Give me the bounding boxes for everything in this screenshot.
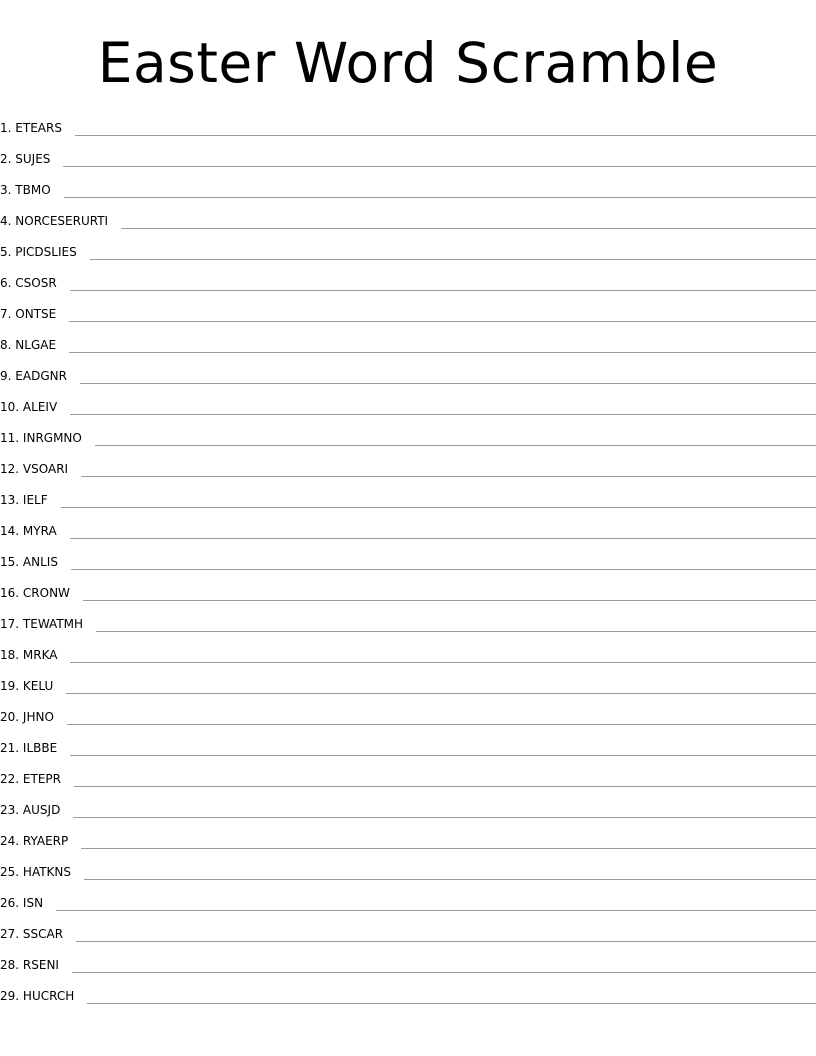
item-number: 19.: [0, 679, 20, 693]
answer-line[interactable]: [121, 228, 816, 229]
answer-line[interactable]: [61, 507, 816, 508]
scrambled-word: CRONW: [22, 586, 70, 600]
scrambled-word-label: [0, 462, 81, 485]
word-row: [0, 268, 816, 299]
word-row: [0, 547, 816, 578]
word-row: [0, 671, 816, 702]
scrambled-word: SUJES: [15, 152, 51, 166]
answer-line[interactable]: [56, 910, 816, 911]
word-row: [0, 423, 816, 454]
scrambled-word: AUSJD: [22, 803, 61, 817]
word-row: [0, 454, 816, 485]
word-row: [0, 144, 816, 175]
item-number: 5.: [0, 245, 12, 259]
scrambled-word: ISN: [22, 896, 44, 910]
scrambled-word: KELU: [22, 679, 54, 693]
scrambled-word: RYAERP: [22, 834, 69, 848]
item-number: 21.: [0, 741, 20, 755]
answer-line[interactable]: [70, 290, 816, 291]
scrambled-word-label: [0, 493, 61, 516]
word-row: [0, 857, 816, 888]
scrambled-word-label: [0, 214, 121, 237]
scrambled-word-label: [0, 617, 96, 640]
answer-line[interactable]: [70, 414, 816, 415]
item-number: 16.: [0, 586, 20, 600]
word-row: [0, 578, 816, 609]
scrambled-word: ANLIS: [22, 555, 58, 569]
word-row: [0, 702, 816, 733]
answer-line[interactable]: [76, 941, 816, 942]
word-row: [0, 640, 816, 671]
scrambled-word: ONTSE: [15, 307, 57, 321]
word-row: [0, 485, 816, 516]
answer-line[interactable]: [67, 724, 816, 725]
item-number: 15.: [0, 555, 20, 569]
scrambled-word-label: [0, 524, 70, 547]
scrambled-word-label: [0, 834, 81, 857]
item-number: 28.: [0, 958, 20, 972]
answer-line[interactable]: [70, 755, 816, 756]
scrambled-word-label: [0, 648, 70, 671]
scrambled-word: PICDSLIES: [15, 245, 77, 259]
item-number: 14.: [0, 524, 20, 538]
word-row: [0, 609, 816, 640]
scrambled-word-label: [0, 369, 80, 392]
item-number: 13.: [0, 493, 20, 507]
word-row: [0, 113, 816, 144]
answer-line[interactable]: [69, 321, 816, 322]
item-number: 25.: [0, 865, 20, 879]
item-number: 1.: [0, 121, 12, 135]
answer-line[interactable]: [84, 879, 816, 880]
scrambled-word-label: [0, 865, 84, 888]
item-number: 23.: [0, 803, 20, 817]
answer-line[interactable]: [96, 631, 816, 632]
word-row: [0, 299, 816, 330]
item-number: 22.: [0, 772, 20, 786]
answer-line[interactable]: [95, 445, 816, 446]
answer-line[interactable]: [81, 476, 816, 477]
scrambled-word-label: [0, 803, 73, 826]
item-number: 8.: [0, 338, 12, 352]
word-row: [0, 206, 816, 237]
scrambled-word: MYRA: [22, 524, 57, 538]
item-number: 4.: [0, 214, 12, 228]
item-number: 26.: [0, 896, 20, 910]
answer-line[interactable]: [64, 197, 816, 198]
scrambled-word-label: [0, 710, 67, 733]
word-row: [0, 237, 816, 268]
scrambled-word: ETEPR: [22, 772, 61, 786]
scrambled-word: ETEARS: [15, 121, 62, 135]
answer-line[interactable]: [81, 848, 816, 849]
scrambled-word: IELF: [22, 493, 48, 507]
word-row: [0, 516, 816, 547]
scrambled-word-label: [0, 276, 70, 299]
answer-line[interactable]: [83, 600, 816, 601]
scrambled-word-label: [0, 431, 95, 454]
item-number: 7.: [0, 307, 12, 321]
page-title: Easter Word Scramble: [97, 31, 719, 95]
scrambled-word: EADGNR: [15, 369, 67, 383]
item-number: 29.: [0, 989, 20, 1003]
scrambled-word: MRKA: [22, 648, 58, 662]
item-number: 11.: [0, 431, 20, 445]
word-row: [0, 764, 816, 795]
word-row: [0, 733, 816, 764]
word-row: [0, 175, 816, 206]
scrambled-word-label: [0, 958, 72, 981]
scrambled-word: HATKNS: [22, 865, 72, 879]
answer-line[interactable]: [75, 135, 816, 136]
item-number: 20.: [0, 710, 20, 724]
word-row: [0, 981, 816, 1012]
word-row: [0, 919, 816, 950]
word-row: [0, 330, 816, 361]
item-number: 9.: [0, 369, 12, 383]
answer-line[interactable]: [74, 786, 816, 787]
scrambled-word-label: [0, 896, 56, 919]
word-row: [0, 795, 816, 826]
scrambled-word: ALEIV: [22, 400, 58, 414]
word-row: [0, 826, 816, 857]
scrambled-word: JHNO: [22, 710, 54, 724]
item-number: 18.: [0, 648, 20, 662]
answer-line[interactable]: [70, 538, 816, 539]
answer-line[interactable]: [70, 662, 816, 663]
word-row: [0, 392, 816, 423]
item-number: 12.: [0, 462, 20, 476]
scrambled-word-label: [0, 772, 74, 795]
scrambled-word: RSENI: [22, 958, 59, 972]
scrambled-word-label: [0, 121, 75, 144]
scrambled-word: INRGMNO: [22, 431, 82, 445]
item-number: 10.: [0, 400, 20, 414]
scrambled-word-label: [0, 679, 66, 702]
answer-line[interactable]: [69, 352, 816, 353]
scrambled-word-label: [0, 555, 71, 578]
scrambled-word: NORCESERURTI: [15, 214, 109, 228]
item-number: 6.: [0, 276, 12, 290]
scrambled-word: NLGAE: [15, 338, 57, 352]
scrambled-word: HUCRCH: [22, 989, 75, 1003]
answer-line[interactable]: [80, 383, 816, 384]
answer-line[interactable]: [73, 817, 816, 818]
item-number: 27.: [0, 927, 20, 941]
answer-line[interactable]: [72, 972, 816, 973]
item-number: 3.: [0, 183, 12, 197]
item-number: 24.: [0, 834, 20, 848]
scrambled-word: TBMO: [15, 183, 51, 197]
scrambled-word-label: [0, 338, 69, 361]
scrambled-word: ILBBE: [22, 741, 58, 755]
word-row: [0, 888, 816, 919]
answer-line[interactable]: [90, 259, 816, 260]
item-number: 2.: [0, 152, 12, 166]
answer-line[interactable]: [63, 166, 816, 167]
scrambled-word: VSOARI: [22, 462, 69, 476]
scrambled-word-label: [0, 586, 83, 609]
scrambled-word-label: [0, 989, 87, 1012]
answer-line[interactable]: [87, 1003, 816, 1004]
item-number: 17.: [0, 617, 20, 631]
scrambled-word: TEWATMH: [22, 617, 84, 631]
answer-line[interactable]: [71, 569, 816, 570]
scrambled-word-label: [0, 400, 70, 423]
scrambled-word-label: [0, 245, 90, 268]
scrambled-word-label: [0, 183, 64, 206]
scrambled-word-label: [0, 927, 76, 950]
answer-line[interactable]: [66, 693, 816, 694]
scrambled-word: CSOSR: [15, 276, 57, 290]
scrambled-word-label: [0, 152, 63, 175]
scrambled-word-label: [0, 307, 69, 330]
word-row: [0, 361, 816, 392]
scrambled-word: SSCAR: [22, 927, 64, 941]
word-list: [0, 113, 816, 1012]
scrambled-word-label: [0, 741, 70, 764]
word-row: [0, 950, 816, 981]
